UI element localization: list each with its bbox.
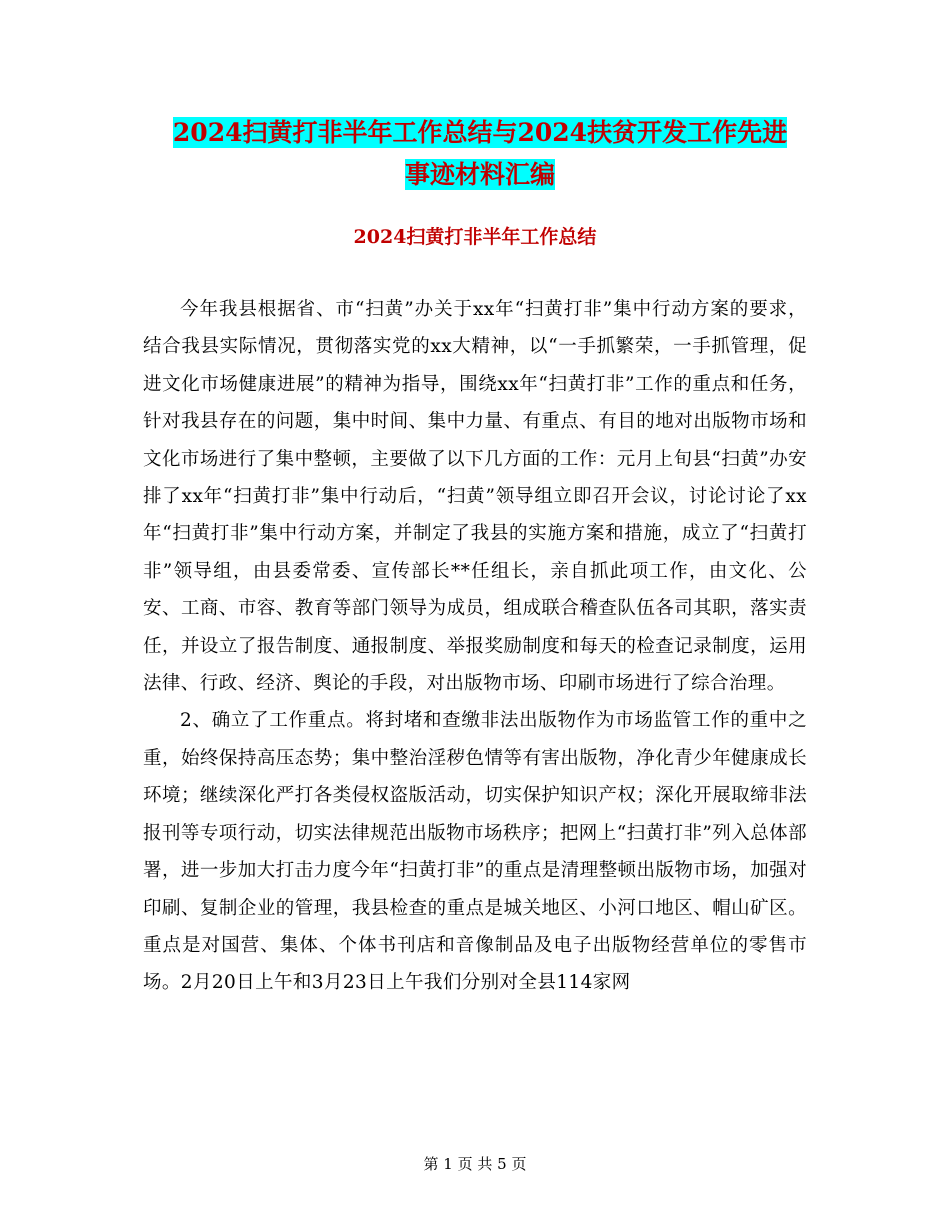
- paragraph: 今年我县根据省、市“扫黄”办关于xx年“扫黄打非”集中行动方案的要求，结合我县实际情况，贯彻落实党的xx大精神，以“一手抓繁荣，一手抓管理，促进文化市场健康进展”的精神为指导，围绕xx年“扫黄打非”工作的重点和任务，针对我县存在的问题，集中时间、集中力量、有重点、有目的地对出版物市场和文化市场进行了集中整顿，主要做了以下几方面的工作：元月上旬县“扫黄”办安排了xx年“扫黄打非”集中行动后，“扫黄”领导组立即召开会议，讨论讨论了xx年“扫黄打非”集中行动方案，并制定了我县的实施方案和措施，成立了“扫黄打非”领导组，由县委常委、宣传部长**任组长，亲自抓此项工作，由文化、公安、工商、市容、教育等部门领导为成员，组成联合稽查队伍各司其职，落实责任，并设立了报告制度、通报制度、举报奖励制度和每天的检查记录制度，运用法律、行政、经济、舆论的手段，对出版物市场、印刷市场进行了综合治理。: [143, 299, 807, 695]
- page-number: 第 1 页 共 5 页: [423, 1155, 527, 1173]
- document-title-line1: 2024扫黄打非半年工作总结与2024扶贫开发工作先进: [172, 118, 788, 147]
- paragraph: 2、确立了工作重点。将封堵和查缴非法出版物作为市场监管工作的重中之重，始终保持高压态势；集中整治淫秽色情等有害出版物，净化青少年健康成长环境；继续深化严打各类侵权盗版活动，切实保护知识产权；深化开展取缔非法报刊等专项行动，切实法律规范出版物市场秩序；把网上“扫黄打非”列入总体部署，进一步加大打击力度今年“扫黄打非”的重点是清理整顿出版物市场，加强对印刷、复制企业的管理，我县检查的重点是城关地区、小河口地区、帽山矿区。重点是对国营、集体、个体书刊店和音像制品及电子出版物经营单位的零售市场。2月20日上午和3月23日上午我们分别对全县114家网: [143, 710, 807, 994]
- document-body: [143, 291, 807, 1002]
- page-footer: [0, 1154, 950, 1174]
- section-title: 2024扫黄打非半年工作总结: [353, 226, 597, 248]
- document-title-line2: 事迹材料汇编: [404, 160, 555, 189]
- document-title: [140, 112, 820, 196]
